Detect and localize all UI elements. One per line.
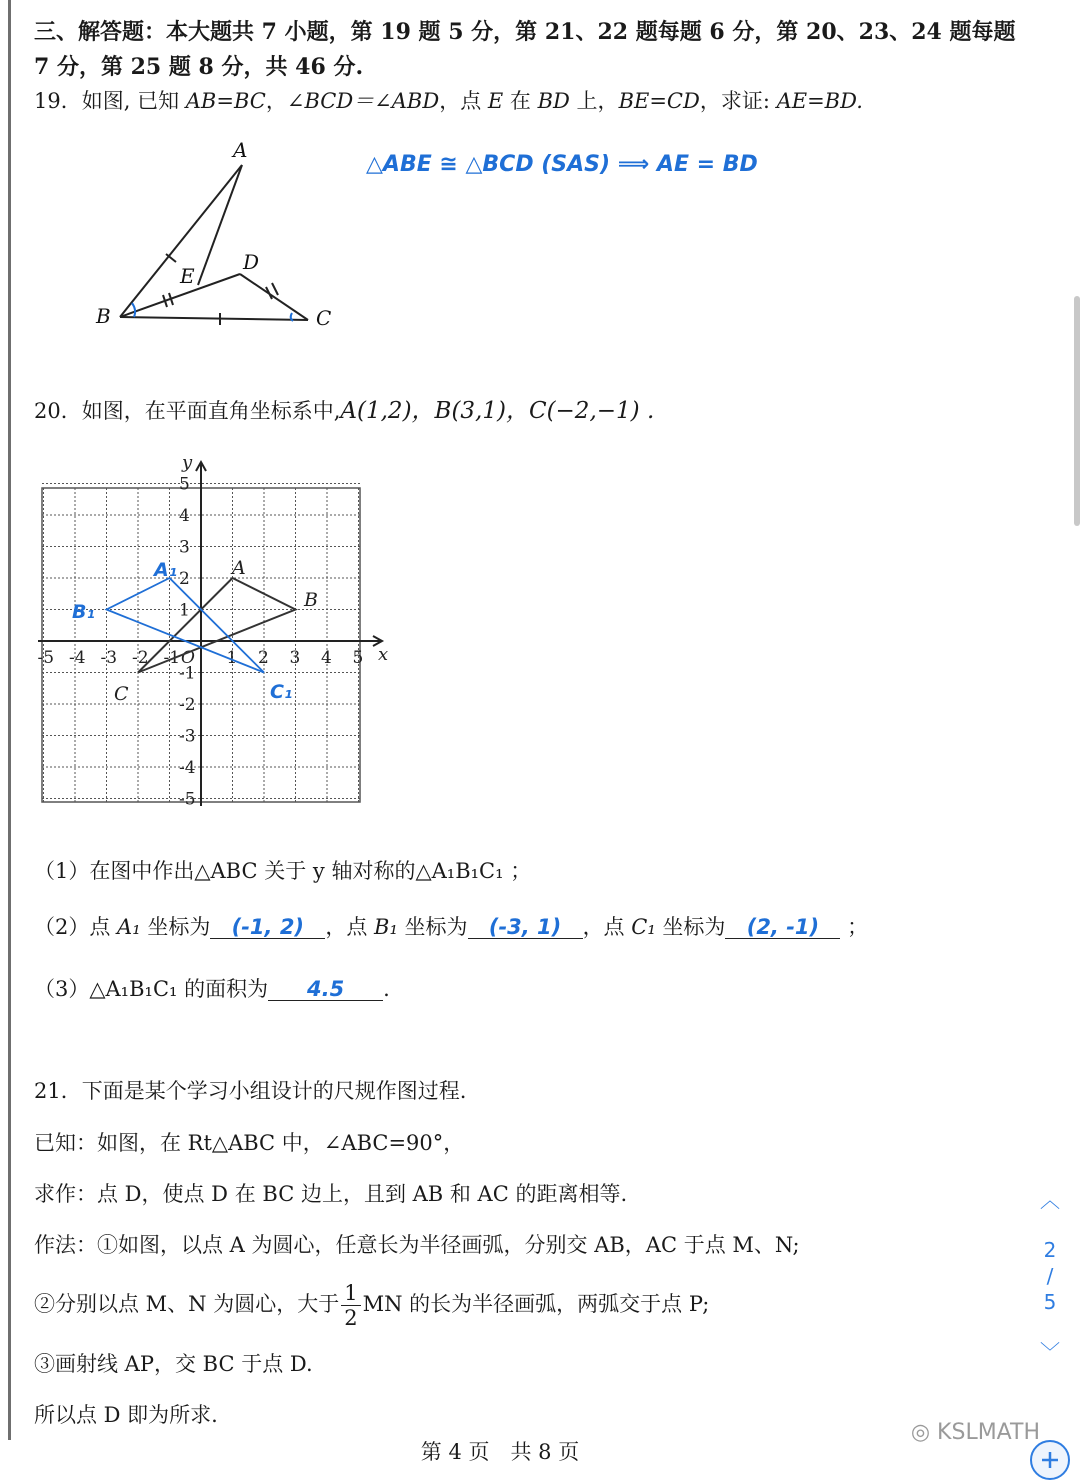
q20-part3: （3）△A₁B₁C₁ 的面积为 4.5 .: [34, 974, 390, 1004]
label-a: A: [233, 138, 248, 162]
page-down-button[interactable]: [1030, 1336, 1070, 1365]
y-tick-label: -4: [179, 758, 196, 778]
x-tick-label: -1: [163, 648, 181, 668]
q21-line3: 求作：点 D，使点 D 在 BC 边上，且到 AB 和 AC 的距离相等.: [34, 1182, 628, 1206]
y-tick-label: -1: [179, 663, 196, 684]
answer-c1: (2, -1): [746, 915, 820, 939]
y-tick-label: 3: [179, 537, 190, 558]
watermark: ◎ KSLMATH: [910, 1420, 1040, 1445]
q20-statement: 20．如图，在平面直角坐标系中,A(1,2)，B(3,1)，C(−2,−1) .: [34, 398, 655, 424]
label-c: C: [316, 306, 332, 330]
q21-line7: 所以点 D 即为所求.: [34, 1403, 218, 1427]
x-tick-label: -4: [69, 648, 86, 668]
q21-line6: ③画射线 AP，交 BC 于点 D.: [34, 1352, 313, 1376]
grid-label-b: B: [304, 589, 318, 611]
q21-line4: 作法：①如图，以点 A 为圆心，任意长为半径画弧，分别交 AB，AC 于点 M、N;: [34, 1233, 800, 1257]
y-tick-label: -3: [179, 726, 196, 747]
label-d: D: [243, 250, 260, 274]
q19-handwritten-proof: △ABE ≅ △BCD (SAS) ⟹ AE = BD: [366, 152, 758, 177]
label-e: E: [180, 264, 195, 288]
y-tick-label: -5: [179, 789, 196, 810]
q19-statement: 19．如图, 已知 AB=BC，∠BCD＝∠ABD，点 E 在 BD 上，BE=CD，求证: AE=BD.: [34, 89, 863, 113]
q20-part1: （1）在图中作出△ABC 关于 y 轴对称的△A₁B₁C₁ ；: [34, 859, 532, 883]
section-header-line1: 三、解答题：本大题共 7 小题，第 19 题 5 分，第 21、22 题每题 6 分，第 20、23、24 题每题: [34, 19, 1016, 45]
vertical-scrollbar[interactable]: [1074, 296, 1080, 526]
x-tick-label: -3: [100, 648, 118, 668]
y-tick-label: 4: [179, 506, 190, 526]
q20-part2: （2）点 A₁ 坐标为 (-1, 2) ，点 B₁ 坐标为 (-3, 1) ，点 C₁ 坐标为 (2, -1) ；: [34, 912, 868, 942]
grid-label-c1: C₁: [270, 681, 293, 703]
chevron-up-icon: ︿: [1040, 1188, 1060, 1212]
x-tick-label: 5: [352, 648, 364, 668]
x-tick-label: 2: [258, 648, 269, 668]
y-tick-label: 1: [179, 600, 190, 621]
x-tick-label: -5: [37, 648, 55, 668]
chevron-down-icon: ﹀: [1040, 1340, 1060, 1364]
x-tick-label: 3: [289, 648, 301, 668]
grid-label-a: A: [232, 557, 246, 579]
q21-line5: ②分别以点 M、N 为圆心，大于 $\frac{1}{2}$ MN 的长为半径画弧，两弧交于点 P;: [34, 1281, 710, 1330]
y-tick-label: 5: [179, 474, 190, 495]
section-header-line2: 7 分，第 25 题 8 分，共 46 分.: [34, 54, 364, 80]
segment-ae: [198, 165, 242, 285]
answer-b1: (-3, 1): [488, 915, 562, 939]
wechat-icon: ◎: [910, 1420, 938, 1445]
answer-a1: (-1, 2): [231, 915, 305, 939]
page-separator: /: [1046, 1264, 1054, 1288]
grid-label-b1: B₁: [72, 601, 95, 623]
fraction-one-half: $\frac{1}{2}$: [341, 1281, 360, 1330]
total-pages: 5: [1043, 1290, 1057, 1314]
x-tick-label: 1: [226, 648, 238, 668]
q21-line1: 21．下面是某个学习小组设计的尺规作图过程.: [34, 1079, 467, 1103]
y-axis-label: y: [182, 452, 193, 473]
q21-line2: 已知：如图，在 Rt△ABC 中，∠ABC=90°，: [34, 1131, 465, 1155]
page-up-button[interactable]: [1030, 1184, 1070, 1213]
x-tick-label: O: [181, 648, 195, 668]
segment-bc: [120, 317, 308, 320]
x-axis-label: x: [378, 644, 389, 665]
segment-dc: [240, 274, 308, 320]
zoom-in-button[interactable]: [1030, 1440, 1070, 1480]
page-footer: 第 4 页 共 8 页: [420, 1440, 580, 1464]
label-b: B: [96, 304, 111, 328]
grid-label-c: C: [114, 683, 129, 705]
y-tick-label: -2: [179, 695, 196, 715]
x-tick-label: -2: [132, 648, 149, 668]
q20-coordinate-grid: [30, 450, 400, 820]
current-page: 2: [1043, 1238, 1057, 1262]
zoom-in-icon: [1032, 1442, 1068, 1478]
page-left-border: [8, 0, 11, 1440]
x-tick-label: 4: [321, 648, 332, 668]
q19-figure: [90, 135, 350, 340]
y-tick-label: 2: [179, 569, 190, 589]
answer-area: 4.5: [307, 977, 345, 1001]
grid-label-a1: A₁: [154, 559, 178, 581]
